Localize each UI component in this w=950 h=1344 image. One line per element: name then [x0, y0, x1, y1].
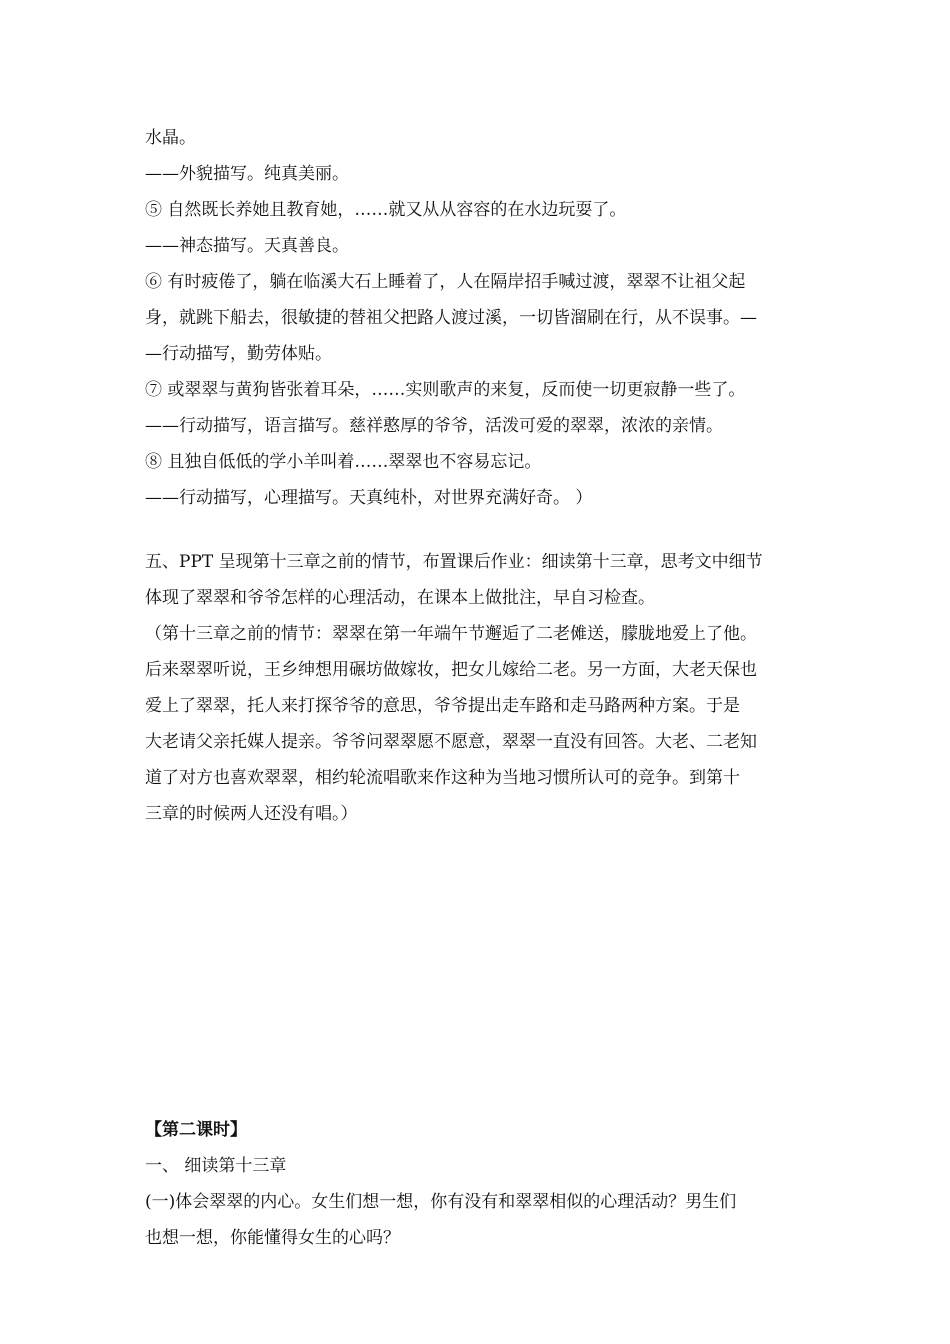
text-line: ⑤ 自然既长养她且教育她，……就又从从容容的在水边玩耍了。 [145, 200, 627, 220]
text-line: 体现了翠翠和爷爷怎样的心理活动，在课本上做批注，早自习检查。 [145, 588, 655, 608]
text-line: 大老请父亲托媒人提亲。爷爷问翠翠愿不愿意，翠翠一直没有回答。大老、二老知 [145, 732, 757, 752]
text-line: ⑥ 有时疲倦了，躺在临溪大石上睡着了，人在隔岸招手喊过渡，翠翠不让祖父起 [145, 272, 746, 292]
text-line: ⑧ 且独自低低的学小羊叫着……翠翠也不容易忘记。 [145, 452, 542, 472]
text-line: 三章的时候两人还没有唱。） [145, 804, 358, 824]
text-line: 爱上了翠翠，托人来打探爷爷的意思，爷爷提出走车路和走马路两种方案。于是 [145, 696, 740, 716]
text-line: 后来翠翠听说，王乡绅想用碾坊做嫁妆，把女儿嫁给二老。另一方面，大老天保也 [145, 660, 757, 680]
section-heading: 【第二课时】 [145, 1120, 247, 1140]
text-line: 身，就跳下船去，很敏捷的替祖父把路人渡过溪，一切皆溜刷在行，从不误事。— [145, 308, 757, 328]
text-line: 也想一想，你能懂得女生的心吗？ [145, 1228, 400, 1248]
text-line: ⑦ 或翠翠与黄狗皆张着耳朵，……实则歌声的来复，反而使一切更寂静一些了。 [145, 380, 746, 400]
text-line: ——行动描写，语言描写。慈祥憨厚的爷爷，活泼可爱的翠翠，浓浓的亲情。 [145, 416, 723, 436]
text-line: ——外貌描写。纯真美丽。 [145, 164, 349, 184]
text-line: —行动描写，勤劳体贴。 [145, 344, 332, 364]
text-line: 一、 细读第十三章 [145, 1156, 287, 1176]
text-line: ——神态描写。天真善良。 [145, 236, 349, 256]
text-line: 道了对方也喜欢翠翠，相约轮流唱歌来作这种为当地习惯所认可的竞争。到第十 [145, 768, 740, 788]
text-line: 水晶。 [145, 128, 196, 148]
text-line: ——行动描写，心理描写。天真纯朴，对世界充满好奇。 ） [145, 488, 593, 508]
text-line: （第十三章之前的情节：翠翠在第一年端午节邂逅了二老傩送，朦胧地爱上了他。 [145, 624, 757, 644]
text-line: 五、PPT 呈现第十三章之前的情节，布置课后作业：细读第十三章，思考文中细节 [145, 552, 763, 572]
text-line: (一)体会翠翠的内心。女生们想一想，你有没有和翠翠相似的心理活动？男生们 [145, 1192, 737, 1212]
